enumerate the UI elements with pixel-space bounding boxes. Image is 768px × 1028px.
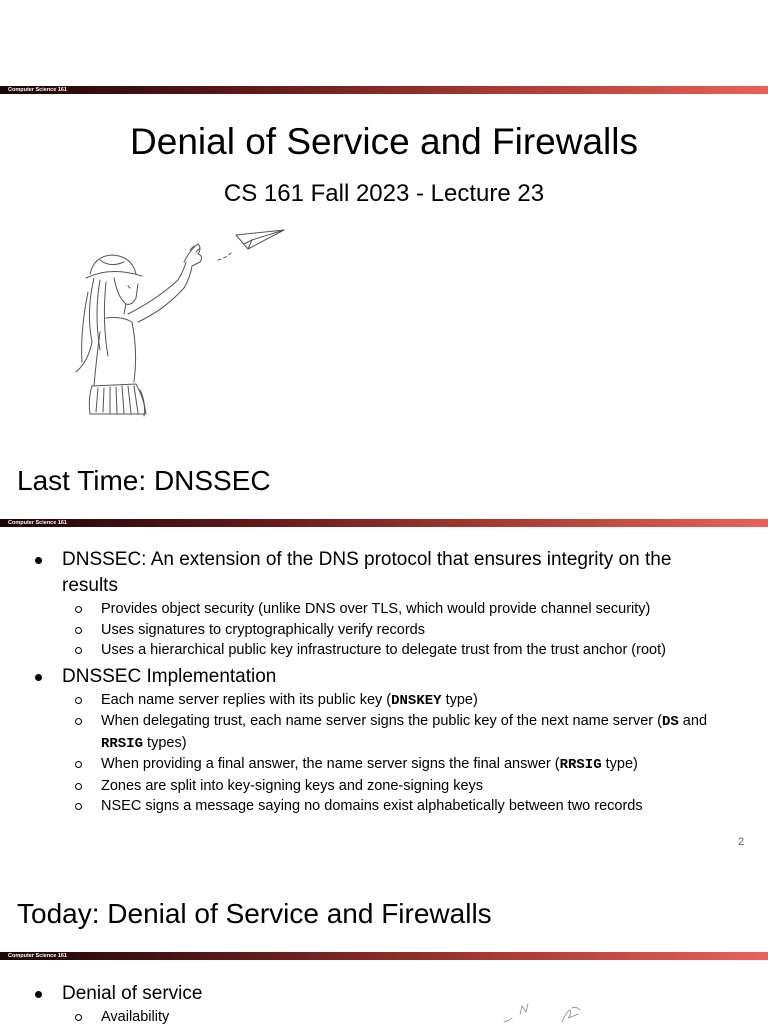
sketch-illustration [500,998,590,1024]
slide-title-dnssec: Last Time: DNSSEC [17,465,271,496]
bullet-item [0,664,768,690]
record-type-code: RRSIG [101,735,144,752]
sub-bullet-text [101,692,478,708]
bullet-text: DNSSEC: An extension of the DNS protocol that ensures integrity on the results [62,549,672,596]
text-run: type) [441,691,478,708]
bullet-text: Denial of service [62,983,203,1004]
lecture-subtitle: CS 161 Fall 2023 - Lecture 23 [223,180,545,207]
sub-bullet-item [0,711,768,754]
slide-header-bar [0,519,768,527]
sub-bullet-text: Uses a hierarchical public key infrastructure to delegate trust from the trust anchor (root) [101,642,666,658]
record-type-code: DNSKEY [391,692,442,709]
sub-bullet-text: Availability [101,1009,170,1025]
bullet-icon [35,674,42,681]
sub-bullet-item [0,640,768,661]
sub-bullet-item [0,796,768,817]
sub-bullet-icon [75,627,82,634]
text-run: type) [601,756,638,772]
sub-bullet-item [0,690,768,712]
text-run: Each name server replies with its public key ( [101,691,392,708]
sub-bullet-item [0,599,768,620]
course-label: Computer Science 161 [8,87,67,93]
dnssec-bullet-list [0,547,768,817]
sub-bullet-icon [75,697,82,704]
sub-bullet-item [0,620,768,641]
girl-paper-plane-illustration [66,222,292,422]
record-type-code: RRSIG [559,757,602,773]
record-type-code: DS [661,714,679,730]
sub-bullet-text: Provides object security (unlike DNS over TLS, which would provide channel security) [101,601,651,617]
slide-header-bar [0,86,768,94]
sub-bullet-text [101,713,707,751]
sub-bullet-icon [75,761,82,768]
sub-bullet-icon [75,606,82,613]
text-run: When providing a final answer, the name server signs the final answer ( [101,756,560,772]
sub-bullet-icon [75,1014,82,1021]
course-label: Computer Science 161 [8,520,67,526]
bullet-icon [35,557,42,564]
text-run: and [678,713,708,729]
today-bullet-list [0,981,768,1028]
bullet-text: DNSSEC Implementation [62,665,277,687]
sub-bullet-icon [75,783,82,790]
sub-bullet-icon [75,718,82,725]
sub-bullet-icon [75,647,82,654]
sub-bullet-item [0,776,768,797]
sub-bullet-item [0,1007,768,1028]
slide-header-bar [0,952,768,960]
sub-bullet-text [101,756,638,772]
lecture-title: Denial of Service and Firewalls [130,121,638,162]
bullet-item [0,547,768,599]
bullet-icon [35,991,42,998]
slide-title-today: Today: Denial of Service and Firewalls [17,898,492,929]
sub-bullet-text: Uses signatures to cryptographically verify records [101,621,425,638]
sub-bullet-item [0,754,768,776]
text-run: When delegating trust, each name server signs the public key of the next name server ( [101,713,662,729]
bullet-item [0,981,768,1007]
course-label: Computer Science 161 [8,953,67,959]
text-run: types) [143,734,187,751]
sub-bullet-text: Zones are split into key-signing keys and zone-signing keys [101,777,484,794]
sub-bullet-text: NSEC signs a message saying no domains exist alphabetically between two records [101,798,643,814]
sub-bullet-icon [75,803,82,810]
page-number: 2 [738,836,745,848]
